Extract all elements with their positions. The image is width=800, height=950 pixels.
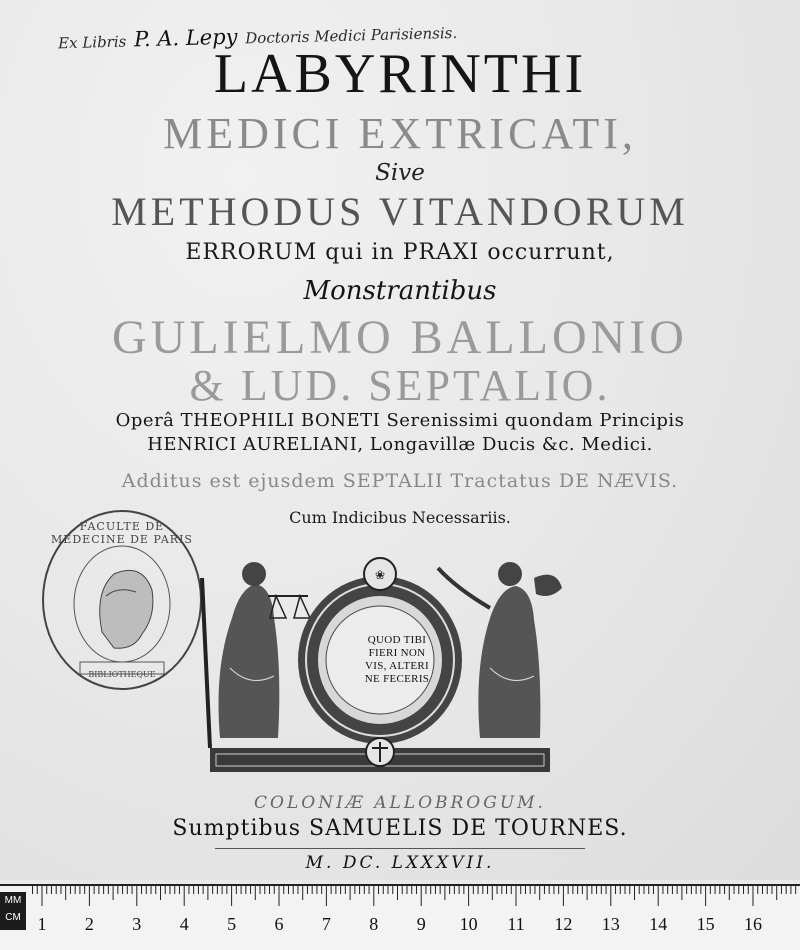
editor-line-2: HENRICI AURELIANI, Longavillæ Ducis &c. Medici. xyxy=(147,434,653,455)
author-line-1: GULIELMO BALLONIO xyxy=(112,311,688,364)
ruler-number: 15 xyxy=(696,914,715,934)
ruler-number: 14 xyxy=(649,914,668,934)
ruler-unit-mm: MM xyxy=(4,895,22,906)
title-line-6: Monstrantibus xyxy=(303,276,497,306)
ownership-owner: P. A. Lepy xyxy=(133,24,238,52)
motto-line: VIS, ALTERI xyxy=(364,660,429,672)
stamp-text: FACULTE DE MEDECINE DE PARIS xyxy=(51,520,193,546)
title-line-2: MEDICI EXTRICATI, xyxy=(163,109,637,158)
motto-line: QUOD TIBI xyxy=(367,634,427,646)
title-line-4: METHODUS VITANDORUM xyxy=(111,189,689,234)
ruler-number: 12 xyxy=(554,914,573,934)
addition-line: Additus est ejusdem SEPTALII Tractatus DE NÆVIS. xyxy=(121,470,679,492)
ruler-unit-cm: CM xyxy=(5,912,21,923)
device-motto xyxy=(344,634,450,686)
ruler-number: 10 xyxy=(459,914,478,934)
stamp-portrait xyxy=(44,512,200,688)
ruler-number: 5 xyxy=(227,914,237,934)
stamp-bottom-text: BIBLIOTHEQUE xyxy=(88,670,156,679)
author-line-2: & LUD. SEPTALIO. xyxy=(189,361,611,410)
ruler-number: 9 xyxy=(416,914,426,934)
imprint-rule xyxy=(215,848,585,849)
ruler-number: 1 xyxy=(37,914,47,934)
measurement-ruler xyxy=(0,884,800,950)
title-line-1: LABYRINTHI xyxy=(213,43,587,105)
title-line-3: Sive xyxy=(375,160,425,186)
motto-line: FIERI NON xyxy=(368,647,426,659)
indices-line: Cum Indicibus Necessariis. xyxy=(289,508,511,527)
ruler-number: 2 xyxy=(84,914,94,934)
ruler-ticks xyxy=(0,886,800,914)
ownership-suffix: Doctoris Medici Parisiensis. xyxy=(245,23,458,48)
ruler-number: 13 xyxy=(601,914,620,934)
ownership-prefix: Ex Libris xyxy=(57,32,127,53)
motto-line: NE FECERIS xyxy=(364,673,430,685)
imprint-year: M. DC. LXXXVII. xyxy=(305,853,495,873)
title-line-5: ERRORUM qui in PRAXI occurrunt, xyxy=(185,240,615,265)
ruler-number: 7 xyxy=(321,914,331,934)
editor-line-1: Operâ THEOPHILI BONETI Serenissimi quondam Principis xyxy=(115,410,685,431)
ruler-number: 3 xyxy=(132,914,142,934)
ruler-number: 8 xyxy=(369,914,379,934)
ruler-number: 16 xyxy=(744,914,762,934)
ruler-number: 11 xyxy=(507,914,525,934)
library-stamp xyxy=(42,510,202,690)
ruler-number: 6 xyxy=(274,914,284,934)
ruler-number: 4 xyxy=(179,914,189,934)
svg-text:❀: ❀ xyxy=(374,568,386,582)
imprint-place: COLONIÆ ALLOBROGUM. xyxy=(254,793,546,813)
imprint-publisher: Sumptibus SAMUELIS DE TOURNES. xyxy=(172,816,628,841)
